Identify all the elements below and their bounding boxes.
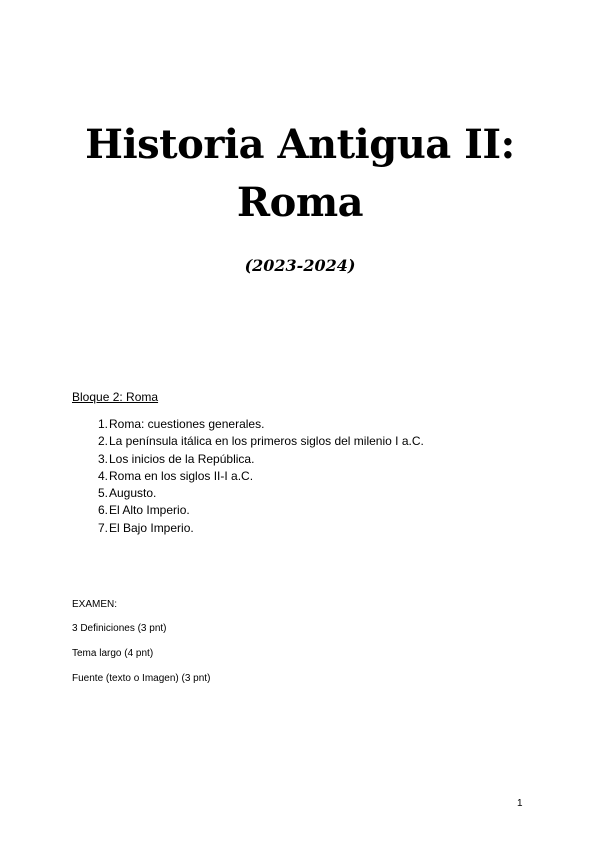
list-item-number: 6. bbox=[97, 503, 108, 518]
exam-line-essay: Tema largo (4 pnt) bbox=[72, 648, 154, 659]
list-item bbox=[72, 451, 255, 468]
list-item bbox=[72, 502, 190, 519]
block-heading: Bloque 2: Roma bbox=[72, 390, 159, 404]
exam-line-definitions: 3 Definiciones (3 pnt) bbox=[72, 623, 167, 634]
list-item-text: Augusto. bbox=[109, 486, 157, 501]
page-number: 1 bbox=[517, 798, 523, 809]
list-item-number: 2. bbox=[97, 434, 108, 449]
list-item bbox=[72, 468, 254, 485]
list-item bbox=[72, 433, 424, 450]
list-item-text: Roma: cuestiones generales. bbox=[109, 417, 265, 431]
list-item-number: 3. bbox=[97, 451, 108, 466]
list-item bbox=[72, 520, 194, 537]
page-title bbox=[0, 116, 600, 232]
list-item-number: 4. bbox=[97, 468, 108, 483]
list-item-number: 7. bbox=[97, 520, 108, 535]
list-item-text: La península itálica en los primeros siglos del milenio I a.C. bbox=[109, 434, 424, 449]
topic-list bbox=[72, 416, 424, 537]
list-item bbox=[72, 485, 157, 502]
list-item-text: El Alto Imperio. bbox=[109, 503, 190, 518]
list-item-number: 1. bbox=[97, 417, 108, 431]
list-item-number: 5. bbox=[97, 486, 108, 501]
exam-heading: EXAMEN: bbox=[72, 599, 118, 610]
list-item-text: Los inicios de la República. bbox=[109, 451, 255, 466]
list-item bbox=[72, 416, 265, 433]
title-line-2: Roma bbox=[236, 179, 364, 226]
exam-line-source: Fuente (texto o Imagen) (3 pnt) bbox=[72, 673, 211, 684]
title-line-1: Historia Antigua II: bbox=[85, 121, 515, 168]
academic-year: (2023-2024) bbox=[244, 256, 356, 275]
list-item-text: El Bajo Imperio. bbox=[109, 520, 194, 535]
list-item-text: Roma en los siglos II-I a.C. bbox=[109, 468, 254, 483]
